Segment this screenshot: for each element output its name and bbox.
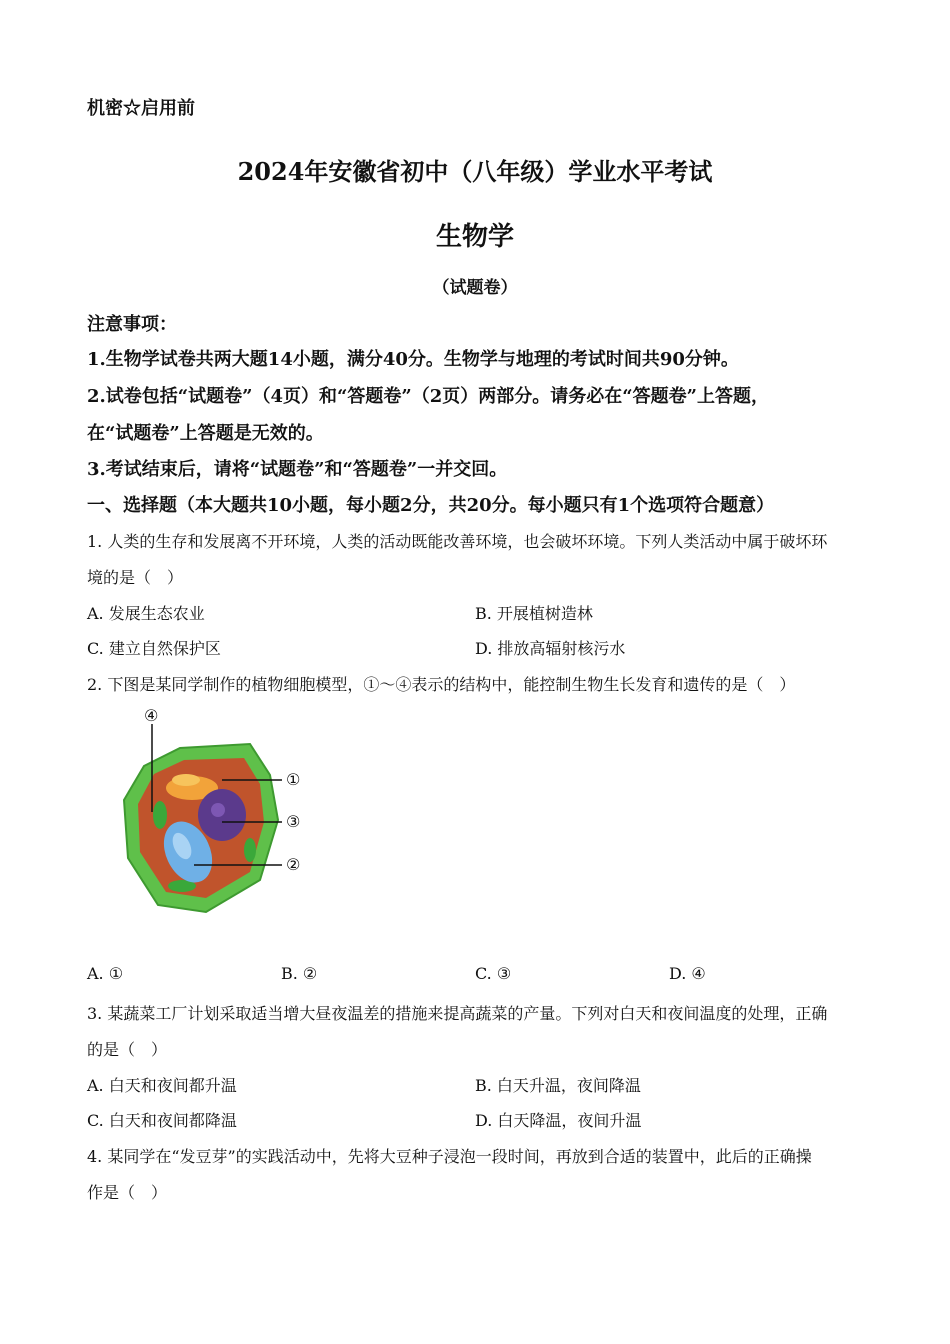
question-3-stem: 3. 某蔬菜工厂计划采取适当增大昼夜温差的措施来提高蔬菜的产量。下列对白天和夜间温度的处理，正确 [87, 1004, 828, 1023]
question-1-stem-cont: 境的是（ ） [87, 568, 184, 587]
label-3: ③ [286, 812, 301, 831]
q1-option-d: D. 排放高辐射核污水 [475, 639, 626, 658]
q3-option-b: B. 白天升温，夜间降温 [475, 1076, 641, 1095]
q3-option-a: A. 白天和夜间都升温 [87, 1076, 237, 1095]
exam-title: 2024年安徽省初中（八年级）学业水平考试 [237, 157, 713, 186]
notice-item-3: 3.考试结束后，请将“试题卷”和“答题卷”一并交回。 [87, 459, 508, 480]
label-4: ④ [144, 706, 159, 725]
question-3-stem-cont: 的是（ ） [87, 1040, 168, 1059]
notice-heading: 注意事项： [87, 314, 177, 335]
label-1: ① [286, 770, 301, 789]
question-1-stem: 1. 人类的生存和发展离不开环境，人类的活动既能改善环境，也会破坏环境。下列人类活动中属于破坏环 [87, 532, 828, 551]
q2-option-b: B. ② [281, 964, 318, 983]
question-2-stem: 2. 下图是某同学制作的植物细胞模型，①～④表示的结构中，能控制生物生长发育和遗传的是（ ） [87, 675, 796, 694]
notice-item-2: 2.试卷包括“试题卷”（4页）和“答题卷”（2页）两部分。请务必在“答题卷”上答题， [87, 386, 769, 407]
q1-option-b: B. 开展植树造林 [475, 604, 593, 623]
paper-type: （试题卷） [432, 278, 518, 298]
q3-option-c: C. 白天和夜间都降温 [87, 1111, 237, 1130]
notice-item-2-cont: 在“试题卷”上答题是无效的。 [87, 423, 324, 444]
confidential-mark: 机密☆启用前 [87, 98, 195, 119]
q3-option-d: D. 白天降温，夜间升温 [475, 1111, 642, 1130]
plant-cell-model-image [110, 700, 320, 925]
q2-option-d: D. ④ [669, 964, 706, 983]
notice-item-1: 1.生物学试卷共两大题14小题，满分40分。生物学与地理的考试时间共90分钟。 [87, 349, 739, 370]
plant-cell-model-figure [110, 700, 320, 925]
q1-option-c: C. 建立自然保护区 [87, 639, 221, 658]
subject-title: 生物学 [435, 222, 514, 252]
question-4-stem-cont: 作是（ ） [87, 1183, 168, 1202]
section-heading: 一、选择题（本大题共10小题，每小题2分，共20分。每小题只有1个选项符合题意） [87, 495, 775, 516]
q2-option-a: A. ① [87, 964, 124, 983]
question-4-stem: 4. 某同学在“发豆芽”的实践活动中，先将大豆种子浸泡一段时间，再放到合适的装置中，此后的正确操 [87, 1147, 812, 1166]
q2-option-c: C. ③ [475, 964, 512, 983]
q1-option-a: A. 发展生态农业 [87, 604, 205, 623]
label-2: ② [286, 855, 301, 874]
